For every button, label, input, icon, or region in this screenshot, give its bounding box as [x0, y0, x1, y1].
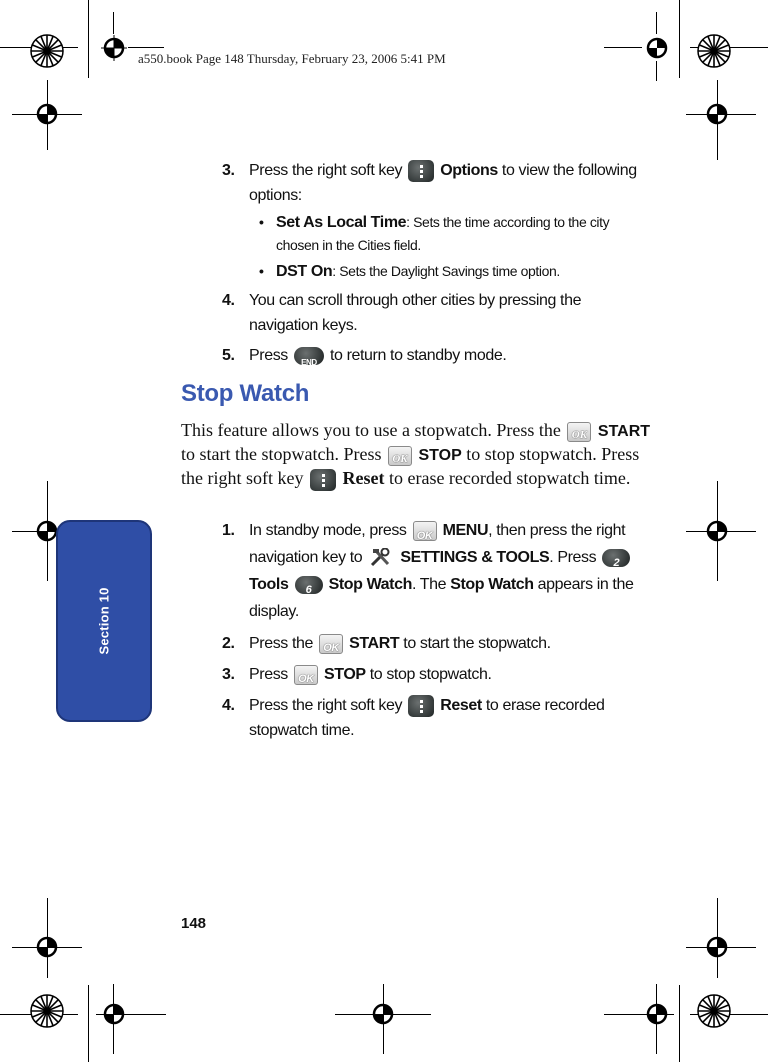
step-number: 4.	[222, 697, 235, 714]
settings-tools-label: SETTINGS & TOOLS	[400, 549, 550, 566]
step-text: to start the stopwatch.	[403, 635, 551, 652]
intro-text: to stop stopwatch. Press the right soft key	[181, 444, 640, 488]
step-text: Press the	[249, 635, 313, 652]
step-text: to erase recorded stopwatch time.	[249, 697, 605, 739]
crop-line	[686, 531, 756, 532]
start-label: START	[597, 423, 651, 440]
crop-line	[679, 0, 680, 78]
step-text: to stop stopwatch.	[369, 666, 492, 683]
step-text: Press	[249, 666, 288, 683]
crop-line	[656, 12, 657, 34]
step-text: to return to standby mode.	[330, 347, 507, 364]
crop-line	[128, 47, 164, 48]
step-text: . Press	[549, 549, 597, 566]
crop-line	[686, 114, 756, 115]
step-number: 3.	[222, 666, 235, 683]
crop-line	[335, 1014, 431, 1015]
section-side-tab-label: Section 10	[96, 587, 112, 655]
options-label: Options	[440, 162, 498, 179]
menu-label: MENU	[442, 522, 489, 539]
crop-line	[717, 80, 718, 160]
crop-line	[604, 1014, 674, 1015]
stop-watch-label: Stop Watch	[328, 576, 412, 593]
crop-line	[656, 984, 657, 1054]
intro-text: to erase recorded stopwatch time.	[388, 468, 631, 488]
bullet-text: : Sets the time according to the city chosen in the Cities field.	[276, 214, 610, 253]
section-heading: Stop Watch	[181, 380, 310, 407]
registration-mark-icon	[644, 35, 670, 61]
ok-key-icon	[319, 634, 343, 654]
bullet-term: DST On	[276, 263, 333, 280]
step-text: . The	[411, 576, 447, 593]
step-number: 5.	[222, 347, 235, 364]
crop-line	[717, 898, 718, 978]
crop-line	[88, 985, 89, 1062]
end-key-icon	[294, 347, 324, 365]
step-text: You can scroll through other cities by pressing the navigation keys.	[249, 292, 582, 334]
crop-line	[686, 947, 756, 948]
intro-paragraph	[181, 419, 651, 491]
number-6-key-icon	[295, 576, 323, 594]
right-soft-key-icon	[310, 469, 336, 491]
settings-tools-icon	[368, 548, 394, 568]
right-soft-key-icon	[408, 160, 434, 182]
bullet-dot: •	[259, 214, 264, 230]
intro-text: This feature allows you to use a stopwatch. Press the	[181, 420, 561, 440]
step-text: Press the right soft key	[249, 697, 403, 714]
step-text: to view the following options:	[249, 162, 637, 204]
step-number: 2.	[222, 635, 235, 652]
color-sunburst-mark-icon	[30, 34, 64, 68]
stop-label: STOP	[418, 447, 462, 464]
ok-key-icon	[567, 422, 591, 442]
stop-label: STOP	[324, 666, 366, 683]
stop-watch-label: Stop Watch	[450, 576, 534, 593]
crop-line	[12, 114, 82, 115]
step-text: appears in the display.	[249, 576, 634, 620]
bullet-term: Set As Local Time	[276, 214, 407, 231]
crop-line	[679, 985, 680, 1062]
bullet-dot: •	[259, 263, 264, 279]
step-text: In standby mode, press	[249, 522, 407, 539]
reset-label: Reset	[440, 697, 482, 714]
ok-key-icon	[388, 446, 412, 466]
section-side-tab	[56, 520, 152, 722]
right-soft-key-icon	[408, 695, 434, 717]
crop-line	[47, 80, 48, 150]
step-text: Press	[249, 347, 288, 364]
crop-line	[88, 0, 89, 78]
intro-text: to start the stopwatch. Press	[181, 444, 382, 464]
crop-line	[656, 61, 657, 81]
color-sunburst-mark-icon	[697, 994, 731, 1028]
start-label: START	[349, 635, 400, 652]
ok-key-icon	[294, 665, 318, 685]
crop-line	[383, 984, 384, 1054]
bullet-text: : Sets the Daylight Savings time option.	[332, 263, 560, 279]
print-header-stamp: a550.book Page 148 Thursday, February 23, 2006 5:41 PM	[138, 51, 446, 66]
reset-label: Reset	[342, 468, 385, 488]
tools-label: Tools	[249, 576, 289, 593]
crop-line	[47, 898, 48, 978]
step-number: 1.	[222, 522, 235, 539]
registration-mark-icon	[101, 35, 127, 61]
step-text: Press the right soft key	[249, 162, 403, 179]
step-number: 3.	[222, 162, 235, 179]
step-text: , then press the right navigation key to	[249, 522, 626, 566]
step-number: 4.	[222, 292, 235, 309]
ok-key-icon	[413, 521, 437, 541]
crop-line	[113, 12, 114, 34]
crop-line	[96, 1014, 166, 1015]
crop-line	[113, 984, 114, 1054]
crop-line	[604, 47, 642, 48]
page-number: 148	[181, 915, 207, 932]
color-sunburst-mark-icon	[697, 34, 731, 68]
number-2-key-icon	[602, 549, 630, 567]
color-sunburst-mark-icon	[30, 994, 64, 1028]
crop-line	[12, 947, 82, 948]
